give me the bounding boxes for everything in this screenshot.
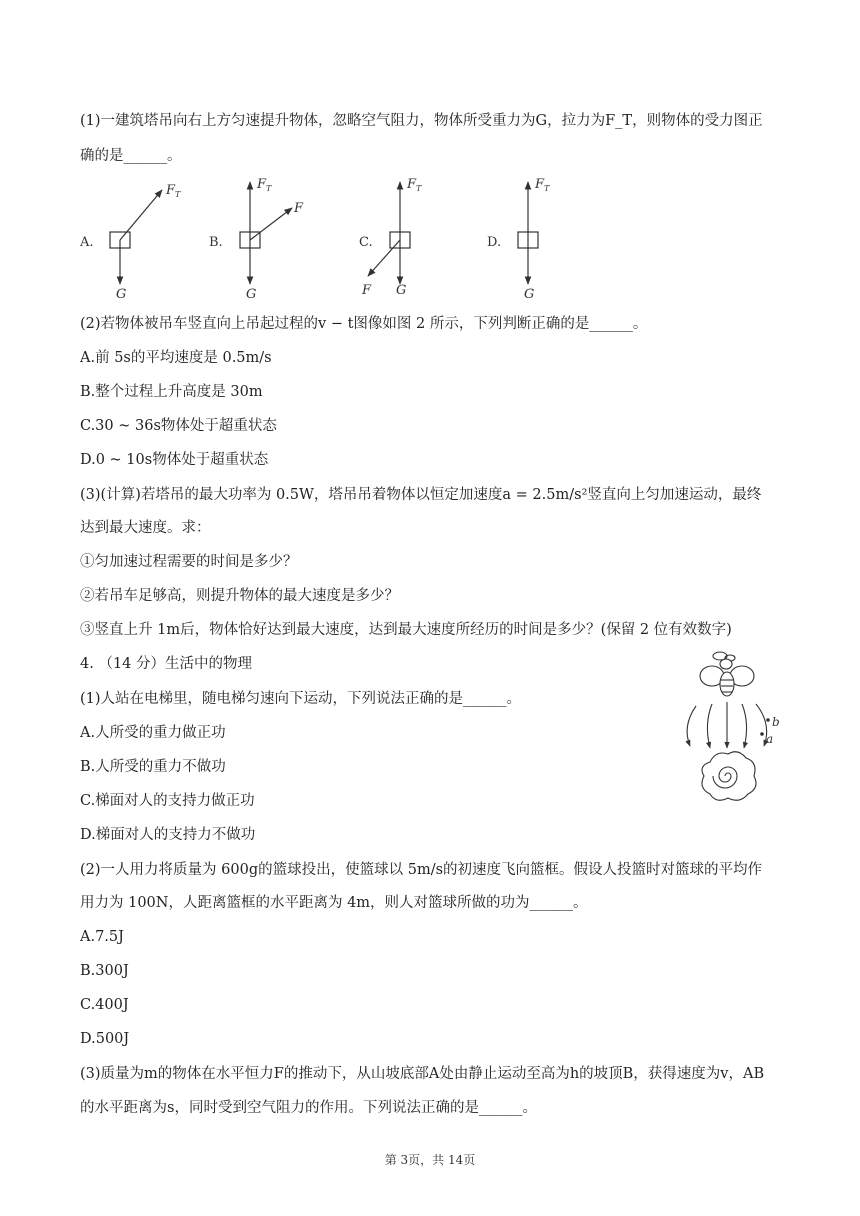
label-a: a (766, 732, 774, 746)
option-b-label: B. (209, 235, 223, 250)
question-4-title: 4. （14 分）生活中的物理 (80, 656, 253, 672)
q4-part1: (1)人站在电梯里，随电梯匀速向下运动，下列说法正确的是______。 (80, 691, 522, 707)
label-b: b (772, 715, 780, 729)
option-c-f-label: F (362, 283, 372, 298)
q3-part1-line2: 确的是______。 (80, 148, 182, 164)
option-c-ft-label: $F_T$ (407, 177, 422, 193)
option-b-ft-label: $F_T$ (257, 177, 272, 193)
option-d-label: D. (487, 235, 502, 250)
bee-flower-figure (676, 650, 788, 806)
point-a (760, 732, 764, 736)
q3-part3-sub3: ③竖直上升 1m后，物体恰好达到最大速度，达到最大速度所经历的时间是多少？(保留 2 位有效数字) (80, 622, 732, 638)
q3-part1-line1: (1)一建筑塔吊向右上方匀速提升物体，忽略空气阻力，物体所受重力为G，拉力为F_T，则物体的受力图正 (80, 113, 763, 129)
q4-part2-option-d: D.500J (80, 1031, 130, 1047)
q4-part2-option-a: A.7.5J (80, 929, 124, 945)
q3-part2-option-d: D.0 ~ 10s物体处于超重状态 (80, 452, 269, 468)
q3-part2-option-a: A.前 5s的平均速度是 0.5m/s (80, 350, 272, 366)
q4-part2-line2: 用力为 100N，人距离篮框的水平距离为 4m，则人对篮球所做的功为______。 (80, 895, 588, 911)
option-b-f-label: F (294, 201, 304, 216)
q4-part1-option-b: B.人所受的重力不做功 (80, 759, 226, 775)
option-c-label: C. (359, 235, 373, 250)
q3-part3-line1: (3)(计算)若塔吊的最大功率为 0.5W，塔吊吊着物体以恒定加速度a = 2.5m/s²竖直向上匀加速运动，最终 (80, 487, 762, 503)
force-diagrams (72, 176, 572, 300)
option-b-g-label: G (246, 287, 257, 300)
q4-part2-line1: (2)一人用力将质量为 600g的篮球投出，使篮球以 5m/s的初速度飞向篮框。假设人投篮时对篮球的平均作 (80, 862, 763, 878)
q4-part1-option-c: C.梯面对人的支持力做正功 (80, 793, 255, 809)
q4-part3-line2: 的水平距离为s，同时受到空气阻力的作用。下列说法正确的是______。 (80, 1100, 537, 1116)
point-b (766, 718, 770, 722)
option-a-g-label: G (116, 287, 127, 300)
q3-part3-line2: 达到最大速度。求： (80, 520, 211, 536)
option-d-g-label: G (524, 287, 535, 300)
option-a-label: A. (80, 235, 94, 250)
q4-part1-option-a: A.人所受的重力做正功 (80, 725, 226, 741)
flight-path-arrows (687, 702, 767, 748)
page-footer: 第 3页，共 14页 (384, 1153, 476, 1167)
q3-part3-sub1: ①匀加速过程需要的时间是多少？ (80, 554, 298, 570)
option-b-f-arrow (250, 208, 292, 240)
flower-icon (702, 752, 756, 801)
q3-part3-sub2: ②若吊车足够高，则提升物体的最大速度是多少？ (80, 588, 399, 604)
option-c-f-arrow (368, 240, 400, 276)
q4-part2-option-c: C.400J (80, 997, 129, 1013)
bee-icon (700, 652, 754, 696)
option-c-g-label: G (396, 283, 407, 298)
option-a-ft-arrow (120, 190, 162, 240)
q3-part2-option-c: C.30 ~ 36s物体处于超重状态 (80, 418, 277, 434)
option-a-ft-label: $F_T$ (166, 183, 181, 199)
q3-part2: (2)若物体被吊车竖直向上吊起过程的v − t图像如图 2 所示，下列判断正确的是______。 (80, 316, 648, 332)
q3-part2-option-b: B.整个过程上升高度是 30m (80, 384, 263, 400)
q4-part1-option-d: D.梯面对人的支持力不做功 (80, 827, 256, 843)
option-d-ft-label: $F_T$ (535, 177, 550, 193)
q4-part2-option-b: B.300J (80, 963, 129, 979)
q4-part3-line1: (3)质量为m的物体在水平恒力F的推动下，从山坡底部A处由静止运动至高为h的坡顶B，获得速度为v，AB (80, 1066, 765, 1082)
